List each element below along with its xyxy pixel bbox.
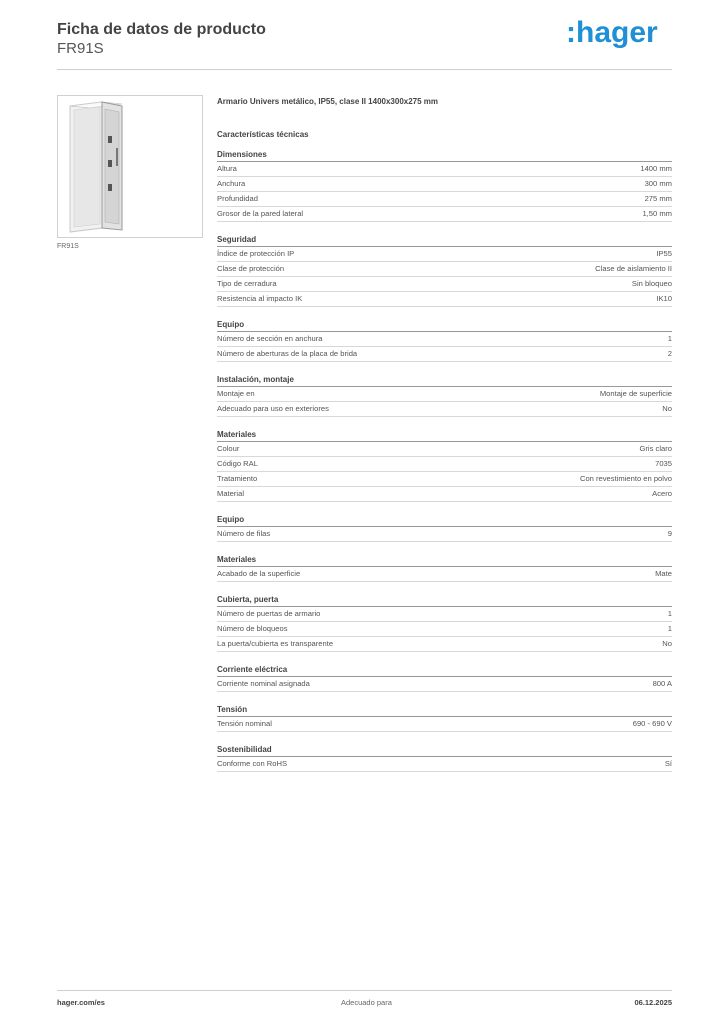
spec-value: Sí bbox=[664, 759, 672, 768]
spec-value: 300 mm bbox=[644, 179, 672, 188]
spec-row bbox=[217, 472, 672, 487]
product-description: Armario Univers metálico, IP55, clase II 1400x300x275 mm bbox=[217, 97, 439, 106]
spec-row bbox=[217, 247, 672, 262]
spec-label: Tensión nominal bbox=[217, 719, 272, 728]
spec-label: Tratamiento bbox=[217, 474, 258, 483]
spec-label: Resistencia al impacto IK bbox=[217, 294, 303, 303]
spec-value: 1 bbox=[667, 624, 672, 633]
spec-label: Altura bbox=[217, 164, 237, 173]
section-title: Materiales bbox=[217, 429, 672, 442]
spec-value: 690 - 690 V bbox=[632, 719, 672, 728]
spec-label: Código RAL bbox=[217, 459, 258, 468]
spec-value: 1 bbox=[667, 334, 672, 343]
spec-value: IK10 bbox=[656, 294, 672, 303]
spec-value: Gris claro bbox=[639, 444, 672, 453]
spec-value: 7035 bbox=[655, 459, 672, 468]
spec-label: Profundidad bbox=[217, 194, 258, 203]
spec-value: 1400 mm bbox=[640, 164, 672, 173]
section-title: Instalación, montaje bbox=[217, 374, 672, 387]
spec-row bbox=[217, 717, 672, 732]
spec-row bbox=[217, 162, 672, 177]
spec-row bbox=[217, 277, 672, 292]
spec-label: Número de aberturas de la placa de brida bbox=[217, 349, 358, 358]
spec-label: Corriente nominal asignada bbox=[217, 679, 310, 688]
spec-label: Índice de protección IP bbox=[217, 249, 295, 258]
spec-label: Conforme con RoHS bbox=[217, 759, 288, 768]
spec-row bbox=[217, 637, 672, 652]
spec-row bbox=[217, 192, 672, 207]
section-title: Equipo bbox=[217, 319, 672, 332]
page-title: Ficha de datos de producto bbox=[57, 21, 266, 38]
section-title: Sostenibilidad bbox=[217, 744, 672, 757]
spec-row bbox=[217, 607, 672, 622]
spec-row bbox=[217, 207, 672, 222]
spec-row bbox=[217, 442, 672, 457]
spec-row bbox=[217, 387, 672, 402]
spec-value: Clase de aislamiento II bbox=[595, 264, 672, 273]
spec-label: Adecuado para uso en exteriores bbox=[217, 404, 329, 413]
spec-value: 800 A bbox=[652, 679, 672, 688]
spec-value: Montaje de superficie bbox=[599, 389, 672, 398]
footer-divider bbox=[57, 990, 672, 991]
section-title: Tensión bbox=[217, 704, 672, 717]
spec-label: Número de filas bbox=[217, 529, 271, 538]
spec-row bbox=[217, 527, 672, 542]
spec-row bbox=[217, 332, 672, 347]
spec-value: Sin bloqueo bbox=[631, 279, 672, 288]
spec-sections bbox=[217, 149, 672, 772]
spec-label: Colour bbox=[217, 444, 240, 453]
spec-value: 275 mm bbox=[644, 194, 672, 203]
spec-value: 1,50 mm bbox=[642, 209, 672, 218]
section-title: Materiales bbox=[217, 554, 672, 567]
hager-logo bbox=[566, 14, 658, 50]
footer-website: hager.com/es bbox=[57, 998, 105, 1007]
section-title: Seguridad bbox=[217, 234, 672, 247]
technical-characteristics-heading: Características técnicas bbox=[217, 130, 309, 139]
spec-label: Número de sección en anchura bbox=[217, 334, 323, 343]
section-title: Cubierta, puerta bbox=[217, 594, 672, 607]
header-divider bbox=[57, 69, 672, 70]
spec-label: Número de bloqueos bbox=[217, 624, 288, 633]
spec-label: Anchura bbox=[217, 179, 246, 188]
spec-value: 9 bbox=[667, 529, 672, 538]
spec-value: IP55 bbox=[656, 249, 672, 258]
spec-label: Número de puertas de armario bbox=[217, 609, 321, 618]
spec-row bbox=[217, 177, 672, 192]
spec-content bbox=[217, 96, 672, 772]
spec-value: 1 bbox=[667, 609, 672, 618]
spec-row bbox=[217, 457, 672, 472]
spec-value: Acero bbox=[652, 489, 672, 498]
spec-row bbox=[217, 757, 672, 772]
logo-text: :hager bbox=[566, 16, 658, 49]
spec-row bbox=[217, 347, 672, 362]
spec-value: Mate bbox=[655, 569, 672, 578]
spec-row bbox=[217, 292, 672, 307]
footer-note: Adecuado para bbox=[341, 998, 392, 1007]
section-title: Equipo bbox=[217, 514, 672, 527]
spec-row bbox=[217, 262, 672, 277]
spec-row bbox=[217, 402, 672, 417]
spec-label: Grosor de la pared lateral bbox=[217, 209, 304, 218]
image-caption: FR91S bbox=[57, 243, 79, 250]
section-title: Corriente eléctrica bbox=[217, 664, 672, 677]
spec-row bbox=[217, 677, 672, 692]
spec-row bbox=[217, 487, 672, 502]
spec-value: No bbox=[662, 404, 672, 413]
spec-value: 2 bbox=[667, 349, 672, 358]
cabinet-illustration bbox=[58, 96, 202, 237]
spec-value: Con revestimiento en polvo bbox=[579, 474, 672, 483]
spec-row bbox=[217, 567, 672, 582]
spec-label: Tipo de cerradura bbox=[217, 279, 277, 288]
spec-label: Material bbox=[217, 489, 245, 498]
spec-row bbox=[217, 622, 672, 637]
spec-label: Montaje en bbox=[217, 389, 255, 398]
spec-label: Clase de protección bbox=[217, 264, 285, 273]
footer-date: 06.12.2025 bbox=[634, 998, 672, 1007]
spec-label: Acabado de la superficie bbox=[217, 569, 301, 578]
product-image bbox=[57, 95, 203, 238]
spec-value: No bbox=[662, 639, 672, 648]
section-title: Dimensiones bbox=[217, 149, 672, 162]
product-reference: FR91S bbox=[57, 40, 104, 57]
spec-label: La puerta/cubierta es transparente bbox=[217, 639, 334, 648]
